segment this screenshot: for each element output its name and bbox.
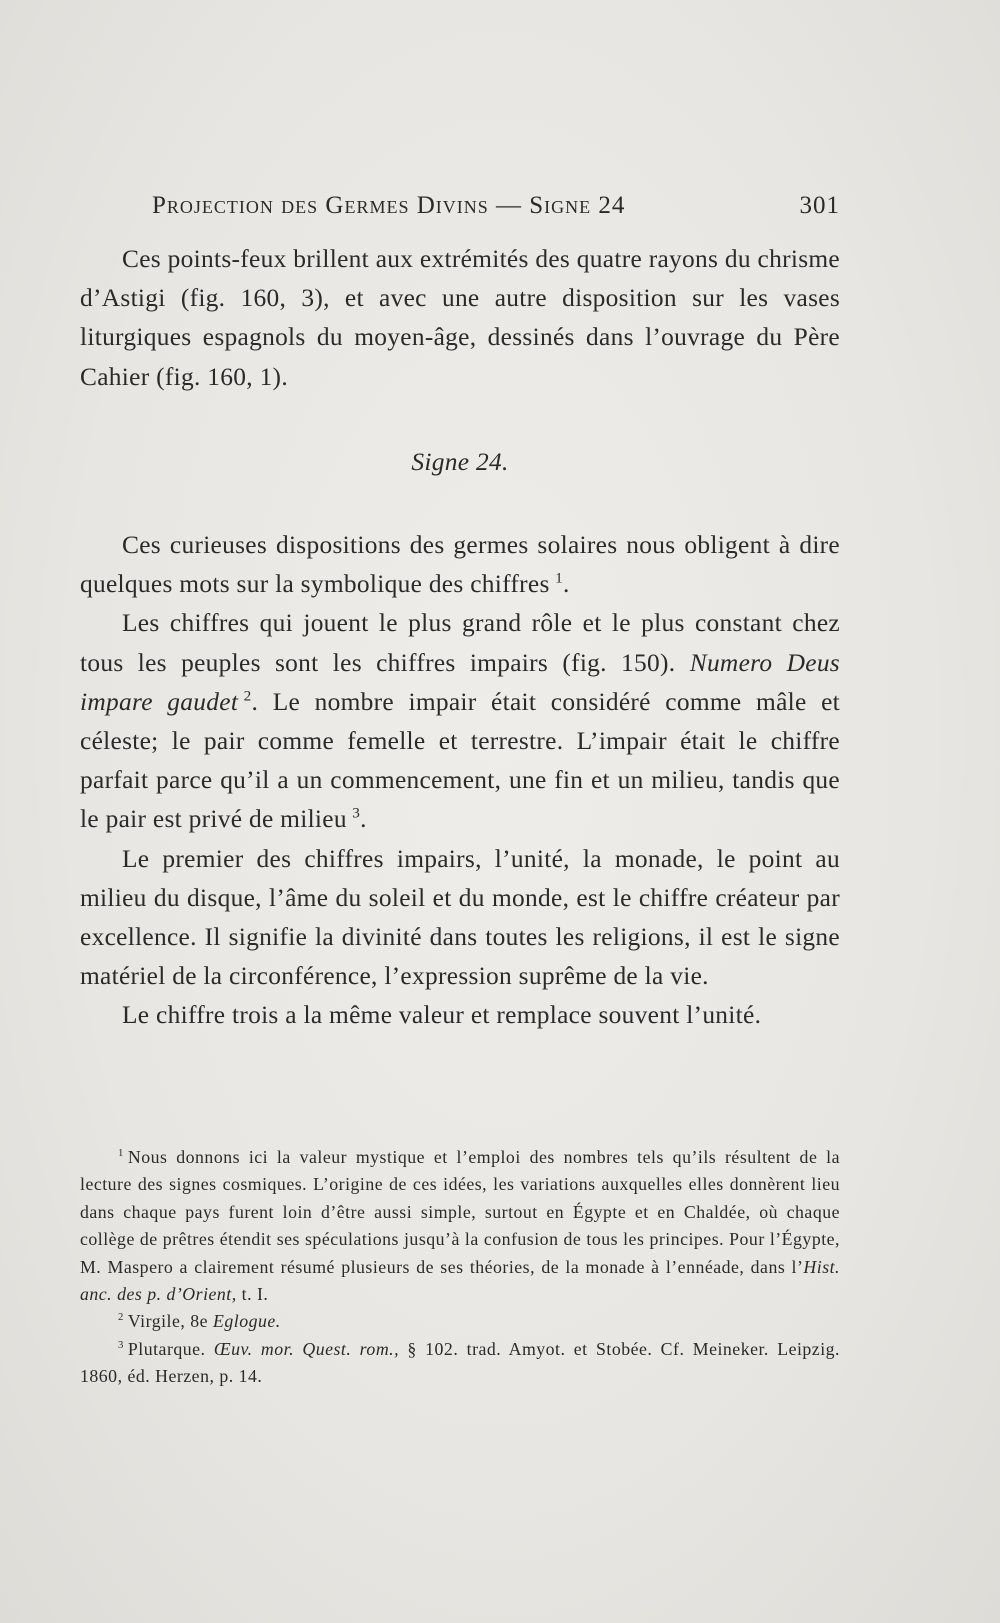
footnote-ref-1[interactable]: 1 [555,569,563,587]
paragraph-2-end: . [563,570,570,599]
paragraph-3-text-b: . Le nombre impair était considéré comme mâle et céleste; le pair comme femelle et terrestre. L’impair était le chiffre parfait parce qu’il a un commencement, une fin et un milieu, tandis que le pair est privé de milieu [80,687,840,834]
footnote-2 [80,1308,840,1335]
page-number: 301 [799,192,840,219]
footnote-2-italic: Eglogue. [213,1311,281,1332]
footnote-3-italic: Œuv. mor. Quest. rom., [213,1338,400,1359]
paragraph-3 [80,604,840,839]
footnote-1-italic: Hist. anc. des p. d’Orient, [80,1256,840,1305]
paragraph-2-text: Ces curieuses dispositions des germes solaires nous obligent à dire quelques mots sur la symbolique des chiffres [80,531,840,599]
paragraph-1: Ces points-feux brillent aux extrémités des quatre rayons du chrisme d’Astigi (fig. 160, 3), et avec une autre disposition sur les vases liturgiques espagnols du moyen-âge, dessinés dans l’ouvrage du Père Cahier (fig. 160, 1). [80,245,840,391]
footnote-3-end: § 102. trad. Amyot. et Stobée. Cf. Meineker. Leipzig. 1860, éd. Herzen, p. 14. [80,1338,840,1387]
footnote-2-text: Virgile, 8e [127,1311,213,1332]
paragraph-5: Le chiffre trois a la même valeur et remplace souvent l’unité. [122,1001,762,1030]
footnote-2-marker: 2 [118,1311,124,1324]
running-head [152,192,840,232]
paragraph-2 [80,526,840,604]
section-heading: Signe 24. [411,447,509,476]
footnote-3-text: Plutarque. [127,1338,214,1359]
latin-quote: Numero Deus impare gaudet [80,648,840,716]
footnotes [80,1144,840,1391]
footnote-1-marker: 1 [118,1147,124,1160]
footnote-3-marker: 3 [118,1338,124,1351]
footnote-1-end: t. I. [236,1284,269,1305]
running-head-title: Projection des Germes Divins — Signe 24 [152,192,626,219]
paragraph-4: Le premier des chiffres impairs, l’unité, la monade, le point au milieu du disque, l’âme du soleil et du monde, est le chiffre créateur par excellence. Il signifie la divinité dans toutes les religions, il est le signe matériel de la circonférence, l’expression suprême de la vie. [80,844,840,991]
footnote-3 [80,1336,840,1391]
footnote-1 [80,1144,840,1308]
paragraph-3-text-a: Les chiffres qui jouent le plus grand rôle et le plus constant chez tous les peuples sont les chiffres impairs (fig. 150). [80,609,840,677]
footnote-ref-3[interactable]: 3 [352,804,361,822]
paragraph-3-end: . [360,805,367,834]
footnote-1-text: Nous donnons ici la valeur mystique et l’emploi des nombres tels qu’ils résultent de la lecture des signes cosmiques. L’origine de ces idées, les variations auxquelles elles donnèrent lieu dans chaque pays furent loin d’être aussi simple, surtout en Égypte et en Chaldée, où chaque collège de prêtres étendit ses spéculations jusqu’à la confusion de tous les principes. Pour l’Égypte, M. Maspero a clairement résumé plusieurs de ses théories, de la monade à l’ennéade, dans l’ [80,1147,840,1277]
footnote-ref-2[interactable]: 2 [243,687,252,705]
body-text [80,240,840,1036]
